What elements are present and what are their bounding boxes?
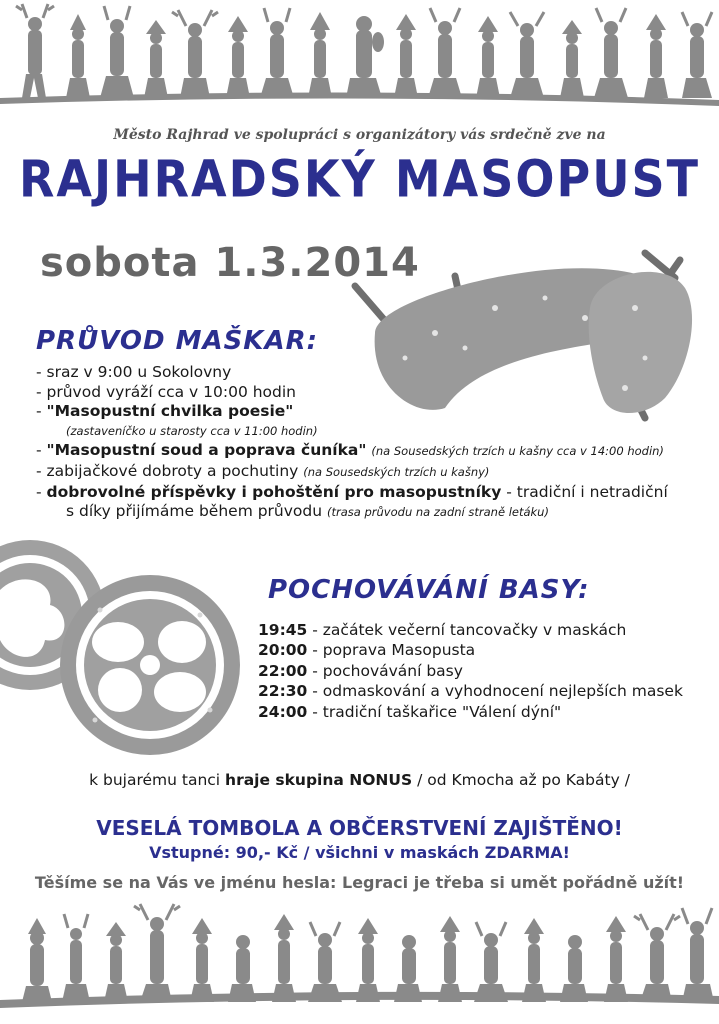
schedule-text: - poprava Masopusta — [307, 641, 476, 660]
band-name: hraje skupina NONUS — [225, 771, 413, 789]
schedule-text: - tradiční taškařice "Válení dýní" — [307, 702, 562, 721]
schedule-time: 22:30 — [258, 682, 308, 701]
pastry-illustration-icon — [0, 530, 260, 755]
bottom-parade-frieze — [0, 900, 719, 1024]
entry-fee: Vstupné: 90,- Kč / všichni v maskách ZDARMA! — [149, 843, 570, 862]
list-item-bold: dobrovolné příspěvky i pohoštění pro masopustníky — [46, 482, 502, 501]
schedule-row — [258, 661, 683, 681]
list-item — [36, 441, 706, 462]
list-item-bold: "Masopustní chvilka poesie" — [46, 402, 294, 421]
parade-program — [36, 363, 706, 523]
schedule-time: 20:00 — [258, 641, 308, 660]
evening-schedule — [258, 620, 683, 722]
list-note: (na Sousedských trzích u kašny cca v 14:00 hodin) — [371, 444, 664, 459]
list-item — [36, 402, 706, 422]
list-text: - tradiční i netradiční — [501, 482, 668, 501]
list-text: s díky přijímáme během průvodu — [66, 502, 323, 521]
list-item — [36, 483, 706, 503]
list-dash: - — [36, 402, 47, 421]
list-dash: - — [36, 441, 47, 460]
invitation-line: Město Rajhrad ve spolupráci s organizátory vás srdečně zve na — [113, 127, 606, 143]
schedule-text: - pochovávání basy — [307, 661, 463, 680]
list-item: - sraz v 9:00 u Sokolovny — [36, 363, 232, 381]
schedule-text: - odmaskování a vyhodnocení nejlepších masek — [307, 682, 683, 701]
list-note: (zastaveníčko u starosty cca v 11:00 hodin) — [66, 423, 318, 438]
list-item-bold: "Masopustní soud a poprava čuníka" — [46, 441, 367, 460]
schedule-text: - začátek večerní tancovačky v maskách — [307, 621, 627, 639]
motto: Těšíme se na Vás ve jménu hesla: Legraci je třeba si umět pořádně užít! — [34, 873, 685, 892]
event-title: RAJHRADSKÝ MASOPUST — [18, 149, 701, 209]
music-genre: / od Kmocha až po Kabáty / — [412, 771, 630, 789]
schedule-row — [258, 702, 683, 722]
schedule-time: 24:00 — [258, 702, 308, 721]
schedule-row — [258, 640, 683, 660]
list-item — [36, 502, 706, 523]
list-note: (trasa průvodu na zadní straně letáku) — [327, 505, 549, 520]
top-parade-frieze — [0, 0, 719, 110]
list-item: - průvod vyráží cca v 10:00 hodin — [36, 382, 297, 401]
list-note: (na Sousedských trzích u kašny) — [303, 464, 490, 479]
event-date: sobota 1.3.2014 — [40, 240, 420, 286]
schedule-row — [258, 681, 683, 701]
tombola-line: VESELÁ TOMBOLA A OBČERSTVENÍ ZAJIŠTĚNO! — [96, 816, 623, 840]
list-item — [36, 462, 706, 483]
schedule-time: 22:00 — [258, 661, 308, 680]
music-pre: k bujarému tanci — [89, 771, 226, 789]
schedule-row — [258, 620, 683, 640]
list-dash: - — [36, 482, 47, 501]
list-text: - zabijačkové dobroty a pochutiny — [36, 461, 299, 480]
masked-figure-icon — [16, 4, 54, 98]
burial-heading: POCHOVÁVÁNÍ BASY: — [268, 575, 590, 605]
parade-heading: PRŮVOD MAŠKAR: — [36, 326, 318, 356]
schedule-time: 19:45 — [258, 621, 308, 639]
music-line — [0, 771, 719, 789]
